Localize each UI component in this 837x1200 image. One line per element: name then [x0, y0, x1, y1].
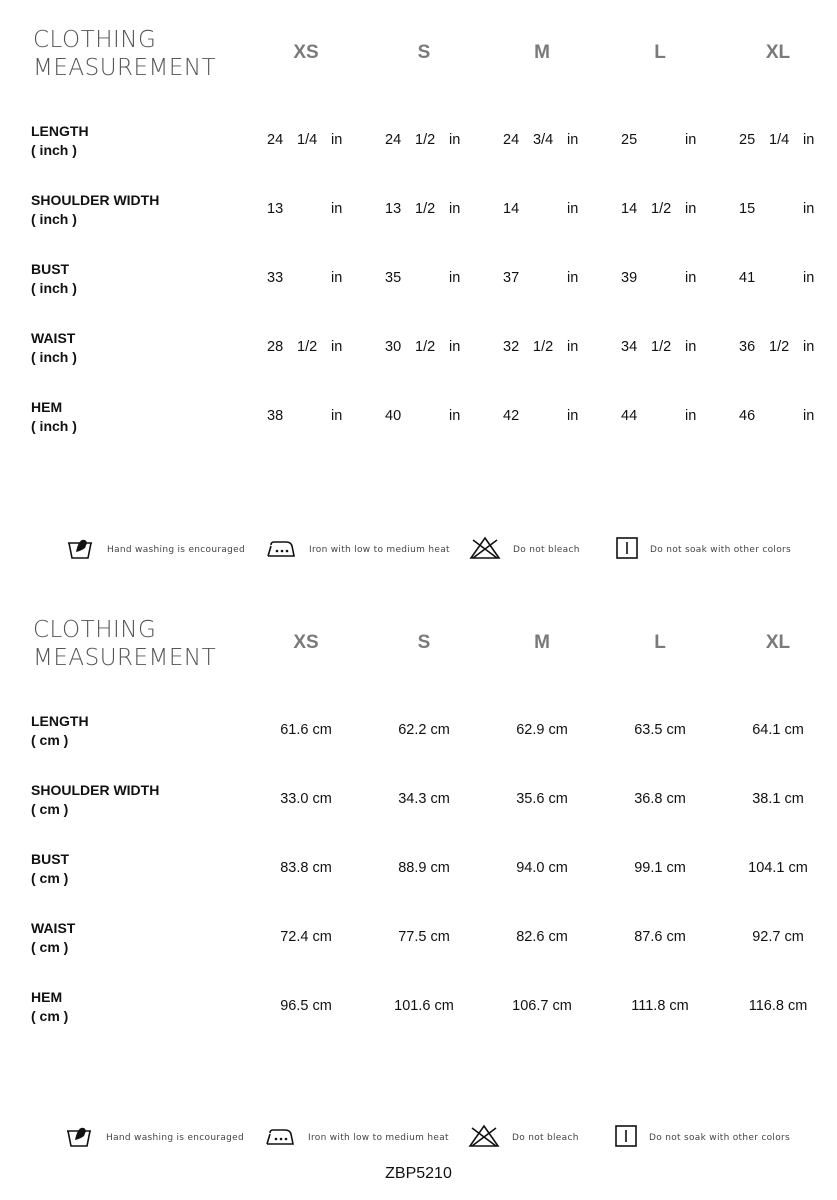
value-fraction: 1/2	[651, 201, 672, 217]
section-title	[33, 26, 216, 82]
iron-icon	[265, 1124, 295, 1146]
row-name: HEM	[31, 989, 63, 1005]
value-unit: in	[803, 132, 815, 148]
care-label: Hand washing is encouraged	[106, 1133, 245, 1143]
measurement-cell: 62.9 cm	[516, 722, 568, 738]
measurement-row	[0, 988, 837, 1038]
measurement-cell: 96.5 cm	[280, 998, 332, 1014]
value-unit: in	[567, 270, 579, 286]
value-unit: in	[449, 132, 461, 148]
measurement-cell: 116.8 cm	[748, 998, 808, 1014]
size-header-xl: XL	[765, 632, 791, 653]
row-name: HEM	[31, 399, 63, 415]
measurement-cell: 104.1 cm	[748, 860, 808, 876]
measurement-row	[0, 398, 837, 448]
measurement-cell: 64.1 cm	[752, 722, 804, 738]
value-whole: 30	[385, 339, 402, 355]
measurement-cell: 34.3 cm	[398, 791, 450, 807]
iron-icon	[266, 536, 296, 558]
value-unit: in	[803, 339, 815, 355]
value-fraction: 1/2	[297, 339, 318, 355]
value-whole: 24	[267, 132, 284, 148]
row-unit: ( inch )	[31, 418, 77, 434]
measurement-cell: 82.6 cm	[516, 929, 568, 945]
value-fraction: 1/2	[415, 201, 436, 217]
value-unit: in	[567, 339, 579, 355]
value-whole: 36	[739, 339, 756, 355]
size-header-s: S	[417, 632, 431, 653]
value-unit: in	[685, 339, 697, 355]
measurement-cell: 94.0 cm	[516, 860, 568, 876]
measurement-cell: 101.6 cm	[394, 998, 454, 1014]
care-label: Do not bleach	[512, 1133, 579, 1143]
title-line: MEASUREMENT	[33, 645, 217, 671]
value-unit: in	[331, 132, 343, 148]
value-unit: in	[803, 201, 815, 217]
row-label	[31, 122, 89, 160]
size-header-m: M	[534, 42, 550, 63]
row-unit: ( cm )	[31, 732, 69, 748]
row-name: WAIST	[31, 920, 76, 936]
hand-wash-icon	[65, 1124, 93, 1148]
row-label	[31, 781, 159, 819]
value-fraction: 1/2	[651, 339, 672, 355]
row-name: BUST	[31, 261, 70, 277]
value-unit: in	[685, 270, 697, 286]
care-instructions	[0, 528, 837, 568]
measurement-cell: 77.5 cm	[398, 929, 450, 945]
measurement-row	[0, 781, 837, 831]
measurement-cell: 106.7 cm	[512, 998, 572, 1014]
value-whole: 38	[267, 408, 284, 424]
value-whole: 15	[739, 201, 756, 217]
care-instructions	[0, 1116, 837, 1156]
measurement-row	[0, 919, 837, 969]
size-header-xs: XS	[293, 632, 319, 653]
value-whole: 39	[621, 270, 638, 286]
value-whole: 14	[621, 201, 638, 217]
value-unit: in	[449, 339, 461, 355]
value-whole: 25	[739, 132, 756, 148]
value-whole: 24	[385, 132, 402, 148]
value-whole: 25	[621, 132, 638, 148]
size-header-l: L	[654, 632, 666, 653]
value-unit: in	[449, 201, 461, 217]
value-unit: in	[449, 270, 461, 286]
row-name: BUST	[31, 851, 70, 867]
value-unit: in	[449, 408, 461, 424]
measurement-row	[0, 712, 837, 762]
value-unit: in	[567, 132, 579, 148]
measurement-cell: 87.6 cm	[634, 929, 686, 945]
care-label: Iron with low to medium heat	[308, 1133, 449, 1143]
value-unit: in	[685, 408, 697, 424]
row-name: SHOULDER WIDTH	[31, 192, 160, 208]
measurement-cell: 99.1 cm	[634, 860, 686, 876]
value-whole: 24	[503, 132, 520, 148]
value-whole: 40	[385, 408, 402, 424]
size-header-s: S	[417, 42, 431, 63]
size-header-xs: XS	[293, 42, 319, 63]
value-fraction: 1/2	[769, 339, 790, 355]
care-label: Hand washing is encouraged	[107, 545, 246, 555]
measurement-cell: 88.9 cm	[398, 860, 450, 876]
measurement-cell: 35.6 cm	[516, 791, 568, 807]
value-fraction: 1/2	[415, 339, 436, 355]
measurement-cell: 63.5 cm	[634, 722, 686, 738]
measurement-cell: 72.4 cm	[280, 929, 332, 945]
value-whole: 33	[267, 270, 284, 286]
care-label: Do not soak with other colors	[650, 545, 792, 555]
no-bleach-icon	[468, 1124, 500, 1148]
value-whole: 34	[621, 339, 638, 355]
row-label	[31, 329, 77, 367]
measurement-cell: 38.1 cm	[752, 791, 804, 807]
measurement-row	[0, 260, 837, 310]
value-unit: in	[803, 270, 815, 286]
value-unit: in	[331, 270, 343, 286]
row-label	[31, 398, 77, 436]
row-unit: ( cm )	[31, 939, 69, 955]
value-fraction: 3/4	[533, 132, 554, 148]
row-unit: ( inch )	[31, 280, 77, 296]
measurement-cell: 92.7 cm	[752, 929, 804, 945]
title-line: MEASUREMENT	[33, 55, 217, 81]
measurement-cell: 83.8 cm	[280, 860, 332, 876]
measurement-cell: 36.8 cm	[634, 791, 686, 807]
value-unit: in	[685, 132, 697, 148]
value-whole: 14	[503, 201, 520, 217]
value-fraction: 1/4	[769, 132, 790, 148]
title-line: CLOTHING	[33, 27, 157, 53]
row-unit: ( cm )	[31, 1008, 69, 1024]
title-line: CLOTHING	[33, 617, 157, 643]
care-label: Do not bleach	[513, 545, 580, 555]
value-unit: in	[567, 201, 579, 217]
section-title	[33, 616, 216, 672]
row-unit: ( inch )	[31, 349, 77, 365]
row-name: WAIST	[31, 330, 76, 346]
value-whole: 42	[503, 408, 520, 424]
value-whole: 37	[503, 270, 520, 286]
value-unit: in	[331, 339, 343, 355]
value-fraction: 1/4	[297, 132, 318, 148]
value-whole: 13	[267, 201, 284, 217]
value-whole: 32	[503, 339, 520, 355]
row-label	[31, 260, 77, 298]
measurement-row	[0, 191, 837, 241]
size-header-l: L	[654, 42, 666, 63]
do-not-soak-icon	[614, 1124, 638, 1148]
row-name: SHOULDER WIDTH	[31, 782, 160, 798]
measurement-row	[0, 122, 837, 172]
row-label	[31, 191, 159, 229]
value-fraction: 1/2	[415, 132, 436, 148]
row-label	[31, 712, 89, 750]
value-unit: in	[803, 408, 815, 424]
row-unit: ( inch )	[31, 142, 77, 158]
value-whole: 46	[739, 408, 756, 424]
value-whole: 41	[739, 270, 756, 286]
value-whole: 13	[385, 201, 402, 217]
row-label	[31, 919, 75, 957]
row-unit: ( inch )	[31, 211, 77, 227]
row-label	[31, 988, 68, 1026]
measurement-cell: 62.2 cm	[398, 722, 450, 738]
value-unit: in	[331, 408, 343, 424]
measurement-cell: 61.6 cm	[280, 722, 332, 738]
row-name: LENGTH	[31, 123, 89, 139]
measurement-cell: 111.8 cm	[631, 998, 689, 1014]
measurement-row	[0, 850, 837, 900]
care-label: Do not soak with other colors	[649, 1133, 791, 1143]
value-whole: 28	[267, 339, 284, 355]
value-fraction: 1/2	[533, 339, 554, 355]
product-code: ZBP5210	[385, 1165, 452, 1182]
row-unit: ( cm )	[31, 801, 69, 817]
no-bleach-icon	[469, 536, 501, 560]
row-label	[31, 850, 69, 888]
do-not-soak-icon	[615, 536, 639, 560]
row-name: LENGTH	[31, 713, 89, 729]
size-header-xl: XL	[765, 42, 791, 63]
value-whole: 35	[385, 270, 402, 286]
size-header-m: M	[534, 632, 550, 653]
value-unit: in	[685, 201, 697, 217]
value-unit: in	[331, 201, 343, 217]
value-unit: in	[567, 408, 579, 424]
value-whole: 44	[621, 408, 638, 424]
measurement-cell: 33.0 cm	[280, 791, 332, 807]
row-unit: ( cm )	[31, 870, 69, 886]
hand-wash-icon	[66, 536, 94, 560]
measurement-row	[0, 329, 837, 379]
care-label: Iron with low to medium heat	[309, 545, 450, 555]
